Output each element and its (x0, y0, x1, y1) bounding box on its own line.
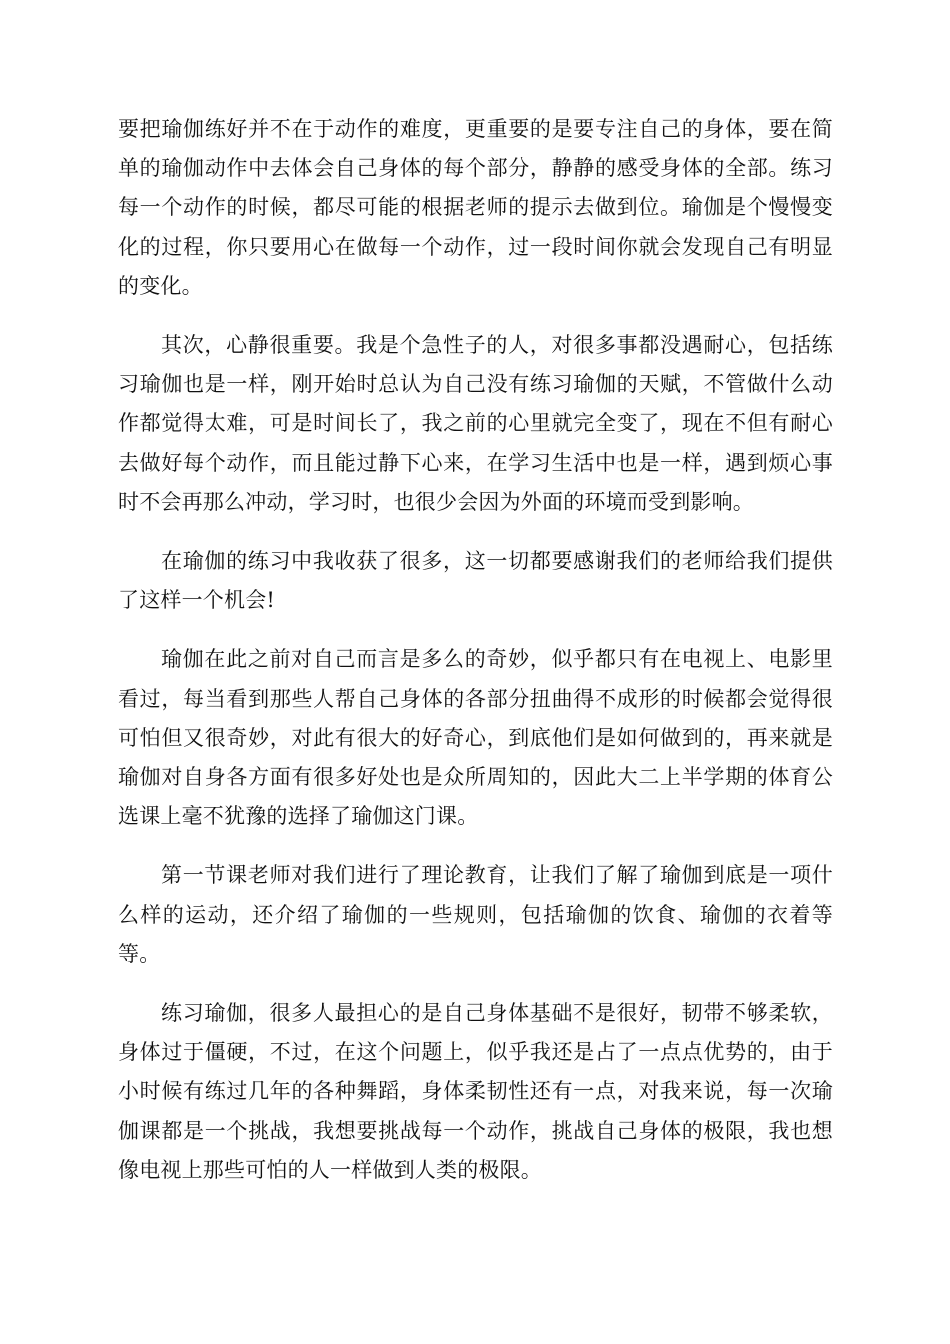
paragraph-curiosity: 瑜伽在此之前对自己而言是多么的奇妙，似乎都只有在电视上、电影里看过，每当看到那些人帮自己身体的各部分扭曲得不成形的时候都会觉得很可怕但又很奇妙，对此有很大的好奇心，到底他们是如何做到的，再来就是瑜伽对自身各方面有很多好处也是众所周知的，因此大二上半学期的体育公选课上毫不犹豫的选择了瑜伽这门课。 (118, 647, 833, 829)
paragraph-gratitude: 在瑜伽的练习中我收获了很多，这一切都要感谢我们的老师给我们提供了这样一个机会! (118, 549, 833, 613)
paragraph-calm-mind: 其次，心静很重要。我是个急性子的人，对很多事都没遇耐心，包括练习瑜伽也是一样，刚开始时总认为自己没有练习瑜伽的天赋，不管做什么动作都觉得太难，可是时间长了，我之前的心里就完全变了，现在不但有耐心去做好每个动作，而且能过静下心来，在学习生活中也是一样，遇到烦心事时不会再那么冲动，学习时，也很少会因为外面的环境而受到影响。 (118, 333, 833, 514)
paragraph-yoga-focus: 要把瑜伽练好并不在于动作的难度，更重要的是要专注自己的身体，要在简单的瑜伽动作中去体会自己身体的每个部分，静静的感受身体的全部。练习每一个动作的时候，都尽可能的根据老师的提示去做到位。瑜伽是个慢慢变化的过程，你只要用心在做每一个动作，过一段时间你就会发现自己有明显的变化。 (118, 117, 833, 298)
paragraph-first-class: 第一节课老师对我们进行了理论教育，让我们了解了瑜伽到底是一项什么样的运动，还介绍了瑜伽的一些规则，包括瑜伽的饮食、瑜伽的衣着等等。 (118, 863, 833, 966)
document-body (118, 110, 833, 1210)
paragraph-flexibility: 练习瑜伽，很多人最担心的是自己身体基础不是很好，韧带不够柔软，身体过于僵硬，不过，在这个问题上，似乎我还是占了一点点优势的，由于小时候有练过几年的各种舞蹈，身体柔韧性还有一点，对我来说，每一次瑜伽课都是一个挑战，我想要挑战每一个动作，挑战自己身体的极限，我也想像电视上那些可怕的人一样做到人类的极限。 (118, 1001, 833, 1182)
